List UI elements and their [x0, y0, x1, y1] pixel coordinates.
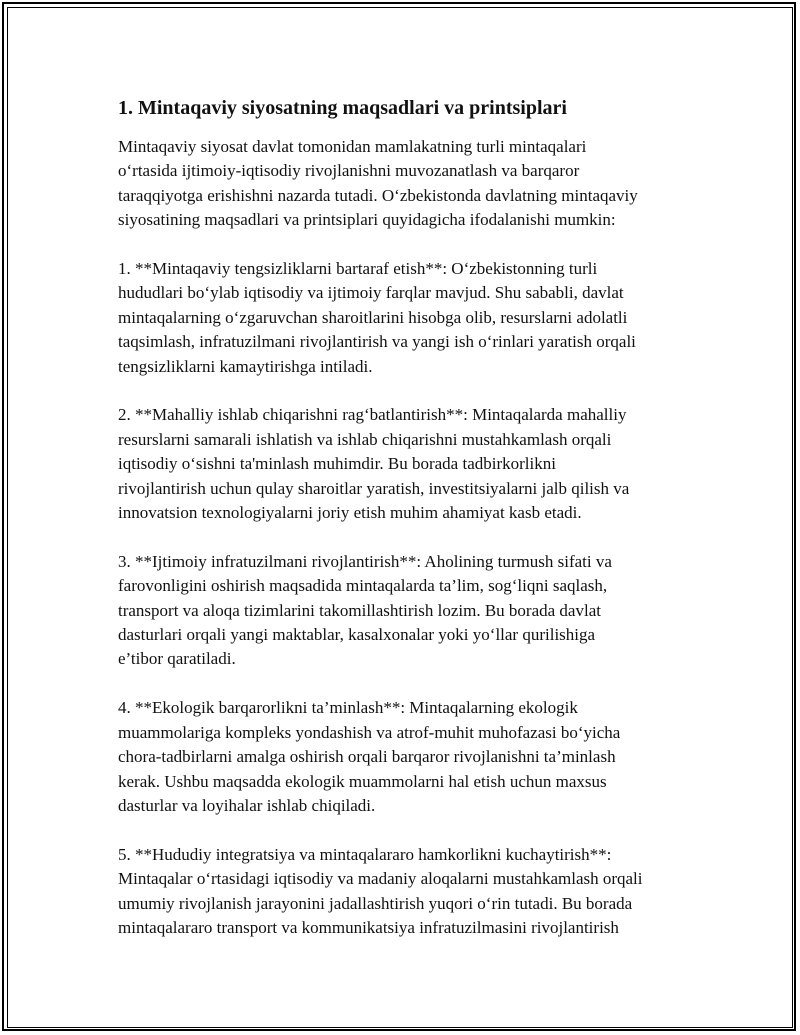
section-heading: 1. Mintaqaviy siyosatning maqsadlari va printsiplari [118, 97, 567, 119]
text-line: mintaqalararo transport va kommunikatsiya infratuzilmasini rivojlantirish [118, 917, 619, 937]
text-line: 5. **Hududiy integratsiya va mintaqalararo hamkorlikni kuchaytirish**: [118, 844, 612, 864]
text-line: mintaqalarning o‘zgaruvchan sharoitlarini hisobga olib, resurslarni adolatli [118, 307, 628, 327]
text-line: resurslarni samarali ishlatish va ishlab chiqarishni mustahkamlash orqali [118, 429, 612, 449]
text-line: Mintaqalar o‘rtasidagi iqtisodiy va madaniy aloqalarni mustahkamlash orqali [118, 869, 643, 889]
text-line: taqsimlash, infratuzilmani rivojlantirish va yangi ish o‘rinlari yaratish orqali [118, 332, 636, 352]
principle-paragraph-2 [118, 403, 698, 525]
text-line: transport va aloqa tizimlarini takomillashtirish lozim. Bu borada davlat [118, 600, 601, 620]
text-line: 4. **Ekologik barqarorlikni ta’minlash**: Mintaqalarning ekologik [118, 698, 578, 718]
principle-paragraph-3 [118, 550, 698, 672]
text-line: kerak. Ushbu maqsadda ekologik muammolarni hal etish uchun maxsus [118, 771, 607, 791]
text-line: tengsizliklarni kamaytirishga intiladi. [118, 356, 373, 376]
text-line: hududlari bo‘ylab iqtisodiy va ijtimoiy farqlar mavjud. Shu sababli, davlat [118, 283, 624, 303]
document-body [118, 95, 698, 965]
principle-paragraph-1 [118, 257, 698, 379]
text-line: umumiy rivojlanish jarayonini jadallashtirish yuqori o‘rin tutadi. Bu borada [118, 893, 633, 913]
text-line: dasturlar va loyihalar ishlab chiqiladi. [118, 795, 376, 815]
text-line: e’tibor qaratiladi. [118, 649, 236, 669]
text-line: chora-tadbirlarni amalga oshirish orqali barqaror rivojlanishni ta’minlash [118, 747, 616, 767]
text-line: 2. **Mahalliy ishlab chiqarishni rag‘batlantirish**: Mintaqalarda mahalliy [118, 405, 627, 425]
text-line: rivojlantirish uchun qulay sharoitlar yaratish, investitsiyalarni jalb qilish va [118, 478, 630, 498]
text-line: muammolariga kompleks yondashish va atrof-muhit muhofazasi bo‘yicha [118, 722, 621, 742]
text-line: Mintaqaviy siyosat davlat tomonidan mamlakatning turli mintaqalari [118, 137, 587, 156]
text-line: innovatsion texnologiyalarni joriy etish muhim ahamiyat kasb etadi. [118, 503, 582, 523]
text-line: 3. **Ijtimoiy infratuzilmani rivojlantirish**: Aholining turmush sifati va [118, 551, 612, 571]
text-line: dasturlari orqali yangi maktablar, kasalxonalar yoki yo‘llar qurilishiga [118, 625, 596, 645]
principle-paragraph-4 [118, 696, 698, 818]
principle-paragraph-5 [118, 843, 698, 941]
text-line: farovonligini oshirish maqsadida mintaqalarda ta’lim, sog‘liqni saqlash, [118, 576, 608, 596]
intro-paragraph [118, 135, 698, 233]
text-line: 1. **Mintaqaviy tengsizliklarni bartaraf etish**: O‘zbekistonning turli [118, 259, 598, 279]
text-line: iqtisodiy o‘sishni ta'minlash muhimdir. Bu borada tadbirkorlikni [118, 454, 556, 474]
text-line: siyosatining maqsadlari va printsiplari quyidagicha ifodalanishi mumkin: [118, 210, 616, 230]
text-line: o‘rtasida ijtimoiy-iqtisodiy rivojlanishni muvozanatlash va barqaror [118, 161, 580, 181]
text-line: taraqqiyotga erishishni nazarda tutadi. O‘zbekistonda davlatning mintaqaviy [118, 185, 638, 205]
